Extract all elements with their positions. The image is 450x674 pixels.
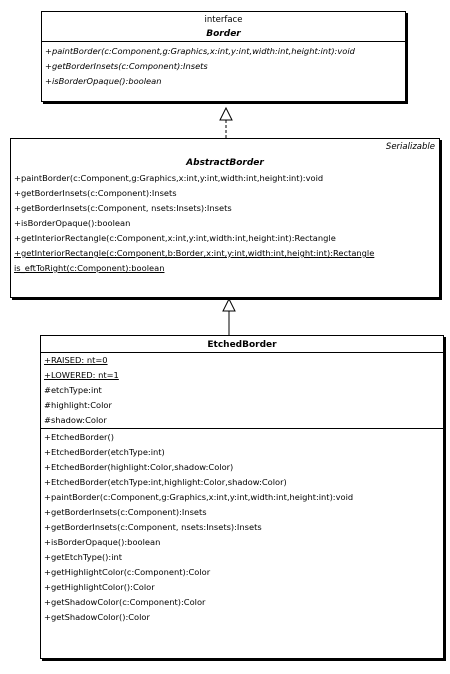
border-stereotype: interface [204, 15, 243, 25]
operation-item: +EtchedBorder(etchType:int,highlight:Color,shadow:Color) [44, 477, 287, 487]
operation-item: +EtchedBorder(highlight:Color,shadow:Color) [44, 462, 234, 472]
operation-item: +getBorderInsets(c:Component):Insets [44, 507, 207, 517]
class-border [41, 11, 406, 102]
operation-item: +paintBorder(c:Component,g:Graphics,x:int,y:int,width:int,height:int):void [45, 46, 355, 56]
attribute-item: #shadow:Color [44, 415, 107, 425]
operation-item: +getBorderInsets(c:Component):Insets [14, 188, 177, 198]
operation-item: +getEtchType():int [44, 552, 123, 562]
abstract-border-class-name: AbstractBorder [186, 158, 264, 168]
operation-item: +EtchedBorder() [44, 432, 114, 442]
border-class-name: Border [206, 29, 241, 39]
etched-border-operations [41, 428, 443, 625]
attribute-item: #etchType:int [44, 385, 102, 395]
operation-item: +getShadowColor(c:Component):Color [44, 597, 206, 607]
operation-item: +getHighlightColor():Color [44, 582, 155, 592]
implements-label: Serializable [385, 142, 435, 152]
operation-item: +getShadowColor():Color [44, 612, 150, 622]
generalization-arrow [223, 299, 235, 335]
operation-item: +getBorderInsets(c:Component):Insets [45, 61, 208, 71]
operation-item: +isBorderOpaque():boolean [44, 537, 161, 547]
operation-item: +isBorderOpaque():boolean [14, 218, 131, 228]
static-operation-item: +getInteriorRectangle(c:Component,b:Border,x:int,y:int,width:int,height:int):Rectangle [14, 248, 375, 258]
etched-border-class-name: EtchedBorder [207, 340, 277, 350]
operation-item: +getInteriorRectangle(c:Component,x:int,y:int,width:int,height:int):Rectangle [14, 233, 336, 243]
static-attribute-item: +LOWERED: nt=1 [44, 370, 119, 380]
operation-item: +EtchedBorder(etchType:int) [44, 447, 165, 457]
static-attribute-item: +RAISED: nt=0 [44, 355, 108, 365]
operation-item: +paintBorder(c:Component,g:Graphics,x:int,y:int,width:int,height:int):void [14, 173, 324, 183]
border-operations [42, 41, 405, 89]
operation-item: +getHighlightColor(c:Component):Color [44, 567, 211, 577]
operation-item: +getBorderInsets(c:Component, nsets:Insets):Insets [44, 522, 262, 532]
class-abstract-border [10, 138, 440, 298]
etched-border-attributes [41, 352, 443, 428]
operation-item: +getBorderInsets(c:Component, nsets:Insets):Insets [14, 203, 232, 213]
attribute-item: #highlight:Color [44, 400, 112, 410]
operation-item: +isBorderOpaque():boolean [45, 76, 162, 86]
operation-item: +paintBorder(c:Component,g:Graphics,x:int,y:int,width:int,height:int):void [44, 492, 354, 502]
abstract-border-operations [11, 170, 439, 276]
static-operation-item: is_eftToRight(c:Component):boolean [14, 263, 165, 273]
realization-arrow [220, 108, 232, 138]
class-etched-border [40, 335, 444, 659]
